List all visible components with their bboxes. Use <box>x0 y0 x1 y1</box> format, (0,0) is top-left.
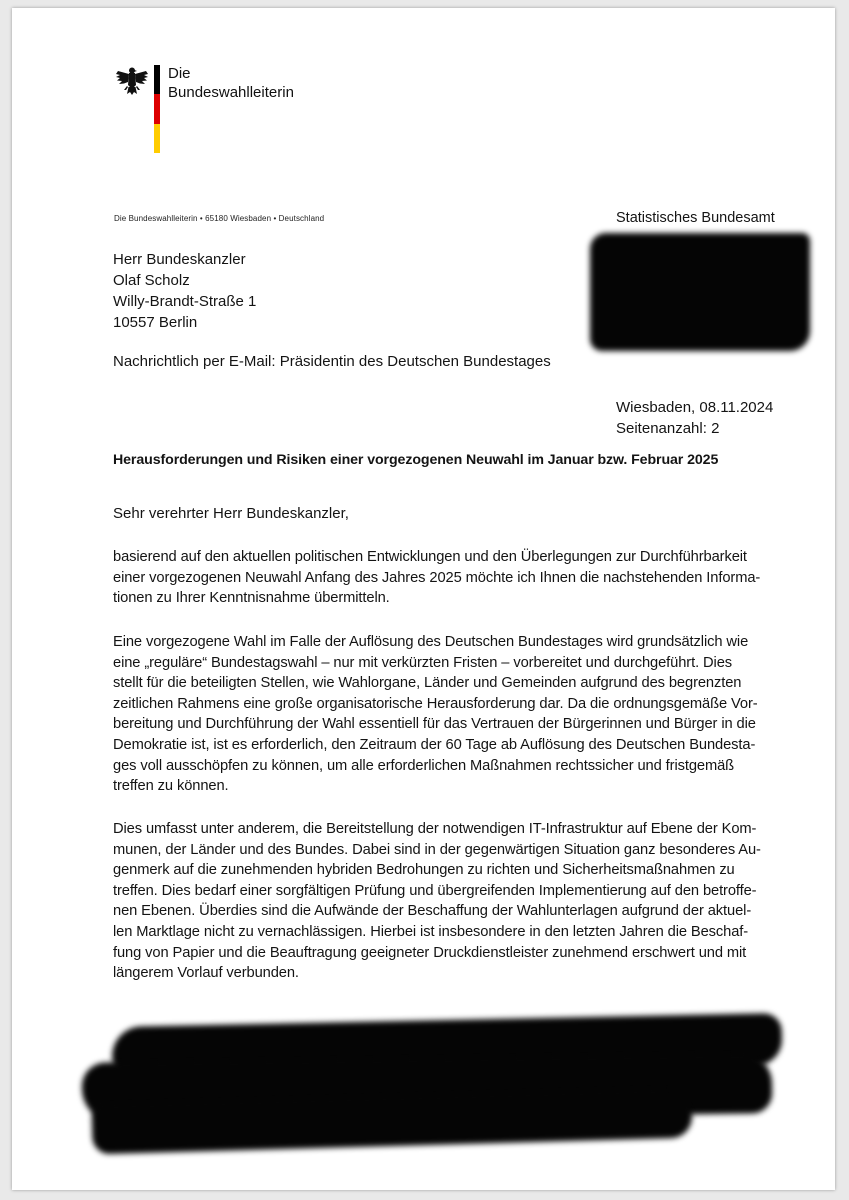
paragraph-line: treffen. Dies bedarf einer sorgfältigen Prüfung und übergreifenden Implementierung auf den betroffe- <box>113 882 757 899</box>
paragraph-line: Eine vorgezogene Wahl im Falle der Auflösung des Deutschen Bundestages wird grundsätzlich wie <box>113 634 749 650</box>
logo-wordmark <box>168 64 294 102</box>
body-paragraph-1 <box>113 547 783 609</box>
bundesadler-icon <box>114 65 150 101</box>
paragraph-line: munen, der Länder und des Bundes. Dabei sind in der gegenwärtigen Situation ganz besonderes Au- <box>113 841 761 858</box>
paragraph-line: fung von Papier und die Beauftragung geeigneter Druckdienstleister zunehmend erschwert und mit <box>113 944 747 961</box>
sender-line: Die Bundeswahlleiterin • 65180 Wiesbaden • Deutschland <box>114 214 325 223</box>
flag-stripe-gold <box>154 124 160 153</box>
page-count: Seitenanzahl: 2 <box>616 419 720 437</box>
recipient-line-2: Olaf Scholz <box>113 272 190 289</box>
letter-page <box>12 8 835 1190</box>
paragraph-line: ges voll ausschöpfen zu können, um alle erforderlichen Maßnahmen rechtssicher und fristgemäß <box>113 757 735 774</box>
redacted-contact-block <box>590 233 810 351</box>
paragraph-line: einer vorgezogenen Neuwahl Anfang des Jahres 2025 möchte ich Ihnen die nachstehenden Informa- <box>113 569 761 586</box>
salutation: Sehr verehrter Herr Bundeskanzler, <box>113 505 349 522</box>
paragraph-line: zeitlichen Rahmens eine große organisatorische Herausforderung dar. Da die ordnungsgemäße Vor- <box>113 695 758 712</box>
paragraph-line: stellt für die beteiligten Stellen, wie Wahlorgane, Länder und Gemeinden aufgrund des begrenzten <box>113 675 742 692</box>
flag-bar <box>154 65 160 153</box>
paragraph-line: längerem Vorlauf verbunden. <box>113 965 299 982</box>
paragraph-line: Demokratie ist, ist es erforderlich, den Zeitraum der 60 Tage ab Auflösung des Deutschen Bundesta- <box>113 736 756 753</box>
logo-line-1: Die <box>168 65 191 82</box>
agency-name: Statistisches Bundesamt <box>616 210 775 226</box>
flag-stripe-black <box>154 65 160 94</box>
recipient-line-4: 10557 Berlin <box>113 314 198 331</box>
paragraph-line: bereitung und Durchführung der Wahl essentiell für das Vertrauen der Bürgerinnen und Bürger in die <box>113 716 756 733</box>
body-paragraph-2 <box>113 632 783 797</box>
date-line: Wiesbaden, 08.11.2024 <box>616 399 774 416</box>
paragraph-line: len Marktlage nicht zu vernachlässigen. Hierbei ist insbesondere in den letzten Jahren die Beschaf- <box>113 923 749 940</box>
subject-line: Herausforderungen und Risiken einer vorgezogenen Neuwahl im Januar bzw. Februar 2025 <box>113 452 719 468</box>
cc-line: Nachrichtlich per E-Mail: Präsidentin des Deutschen Bundestages <box>113 353 551 370</box>
recipient-line-1: Herr Bundeskanzler <box>113 251 246 268</box>
paragraph-line: basierend auf den aktuellen politischen Entwicklungen und den Überlegungen zur Durchführbarkeit <box>113 549 747 565</box>
paragraph-line: genmerk auf die zunehmenden hybriden Bedrohungen zu richten und Sicherheitsmaßnahmen zu <box>113 862 735 879</box>
paragraph-line: nen Ebenen. Überdies sind die Aufwände der Beschaffung der Wahlunterlagen aufgrund der aktuel- <box>113 903 752 920</box>
paragraph-line: eine „reguläre“ Bundestagswahl – nur mit verkürzten Fristen – vorbereitet und durchgeführt. Dies <box>113 654 733 671</box>
paragraph-line: tionen zu Ihrer Kenntnisnahme übermitteln. <box>113 590 390 607</box>
flag-stripe-red <box>154 94 160 123</box>
body-paragraph-3 <box>113 819 783 984</box>
paragraph-line: treffen zu können. <box>113 778 229 795</box>
date-block <box>616 398 773 439</box>
paragraph-line: Dies umfasst unter anderem, die Bereitstellung der notwendigen IT-Infrastruktur auf Ebene der Kom- <box>113 821 757 837</box>
recipient-line-3: Willy-Brandt-Straße 1 <box>113 293 257 310</box>
logo-line-2: Bundeswahlleiterin <box>168 84 294 101</box>
recipient-address <box>113 249 256 333</box>
